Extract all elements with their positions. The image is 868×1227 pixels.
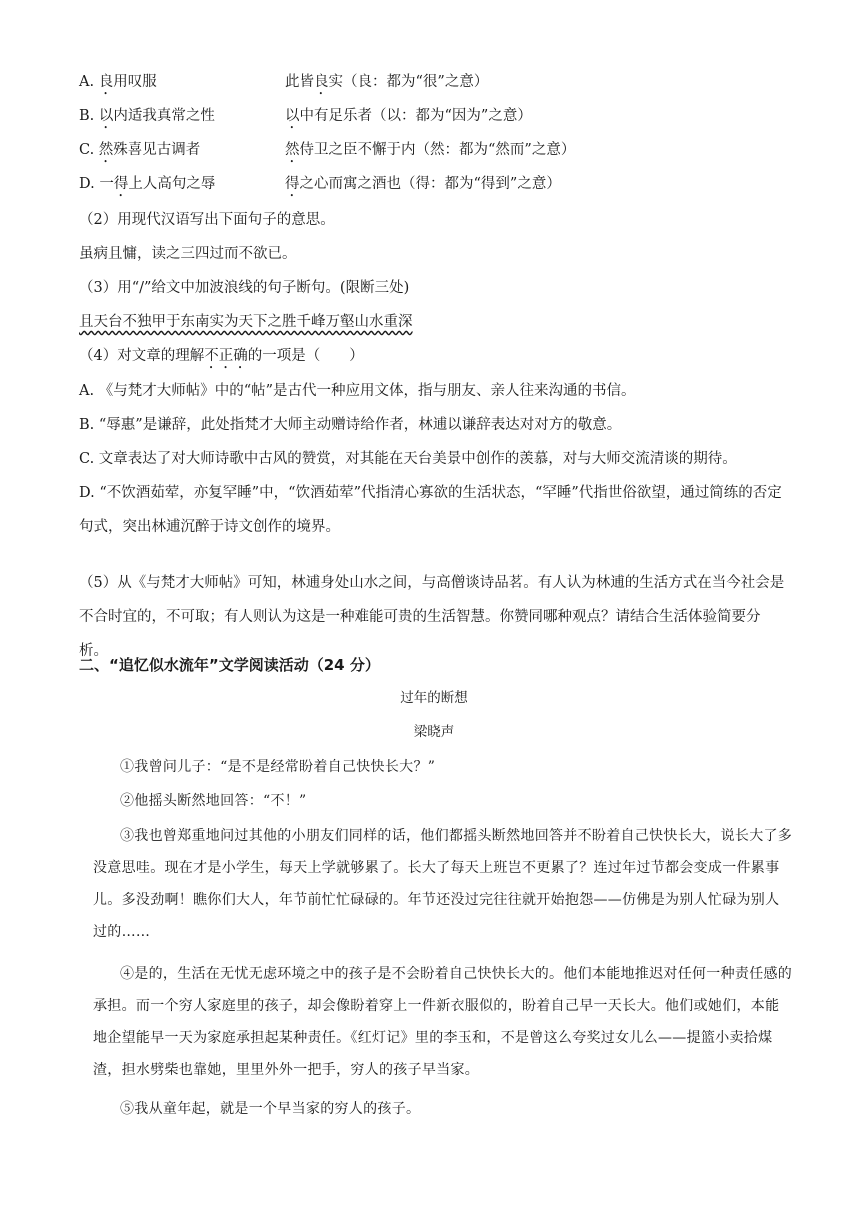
q3-sentence: 且天台不独甲于东南实为天下之胜千峰万壑山水重深 xyxy=(79,314,413,330)
q3-prompt: （3）用“/”给文中加波浪线的句子断句。(限断三处) xyxy=(79,280,410,296)
article-paragraph: ③我也曾郑重地问过其他的小朋友们同样的话，他们都摇头断然地回答并不盼着自己快快长大，说长大了多没意思哇。现在才是小学生，每天上学就够累了。长大了每天上班岂不更累了？连过年过节都会变成一件累事儿。多没劲啊！瞧你们大人，年节前忙忙碌碌的。年节还没过完往往就开始抱怨——仿佛是为别人忙碌为别人过的…… xyxy=(93,828,793,940)
q4-option-b: B. “辱惠”是谦辞，此处指梵才大师主动赠诗给作者，林逋以谦辞表达对对方的敬意。 xyxy=(79,417,622,433)
q1-option-c-right: 然侍卫之臣不懈于内（然：都为“然而”之意） xyxy=(285,142,576,158)
q1-option-a-right: 此皆良实（良：都为“很”之意） xyxy=(285,74,489,90)
q2-sentence: 虽病且慵，读之三四过而不欲已。 xyxy=(79,246,297,262)
section-heading: 二、“追忆似水流年”文学阅读活动（24 分） xyxy=(79,656,380,674)
q2-prompt: （2）用现代汉语写出下面句子的意思。 xyxy=(79,212,335,228)
q1-option-c-left: C. 然殊喜见古调者 xyxy=(79,142,201,158)
article-paragraph: ①我曾问儿子：“是不是经常盼着自己快快长大？” xyxy=(120,759,436,775)
q4-option-a: A. 《与梵才大师帖》中的“帖”是古代一种应用文体，指与朋友、亲人往来沟通的书信。 xyxy=(79,383,636,399)
article-author: 梁晓声 xyxy=(413,724,455,740)
q5-text: （5）从《与梵才大师帖》可知，林逋身处山水之间，与高僧谈诗品茗。有人认为林逋的生活方式在当今社会是不合时宜的，不可取；有人则认为这是一种难能可贵的生活智慧。你赞同哪种观点？请结合生活体验简要分析。 xyxy=(79,575,785,659)
q1-option-d-left: D. 一得上人高句之辱 xyxy=(79,176,216,192)
q1-option-d-right: 得之心而寓之酒也（得：都为“得到”之意） xyxy=(285,176,561,192)
q1-option-b-right: 以中有足乐者（以：都为“因为”之意） xyxy=(285,108,532,124)
q4-prompt: （4）对文章的理解不正确的一项是（ ） xyxy=(79,348,364,364)
article-paragraph: ④是的，生活在无忧无虑环境之中的孩子是不会盼着自己快快长大的。他们本能地推迟对任何一种责任感的承担。而一个穷人家庭里的孩子，却会像盼着穿上一件新衣服似的，盼着自己早一天长大。他们或她们，本能地企望能早一天为家庭承担起某种责任。《红灯记》里的李玉和，不是曾这么夸奖过女儿么——提篮小卖拾煤渣，担水劈柴也靠她，里里外外一把手，穷人的孩子早当家。 xyxy=(93,966,793,1078)
article-title: 过年的断想 xyxy=(400,690,468,706)
q4-option-c: C. 文章表达了对大师诗歌中古风的赞赏，对其能在天台美景中创作的羡慕，对与大师交流清谈的期待。 xyxy=(79,451,737,467)
q4-option-d: D. “不饮酒茹荤，亦复罕睡”中，“饮酒茹荤”代指清心寡欲的生活状态，“罕睡”代指世俗欲望，通过简练的否定句式，突出林逋沉醉于诗文创作的境界。 xyxy=(79,485,782,535)
article-paragraph: ⑤我从童年起，就是一个早当家的穷人的孩子。 xyxy=(120,1101,421,1117)
q1-option-b-left: B. 以内适我真常之性 xyxy=(79,108,215,124)
q1-option-a-left: A. 良用叹服 xyxy=(79,74,157,90)
article-paragraph: ②他摇头断然地回答：“不！” xyxy=(120,793,307,809)
